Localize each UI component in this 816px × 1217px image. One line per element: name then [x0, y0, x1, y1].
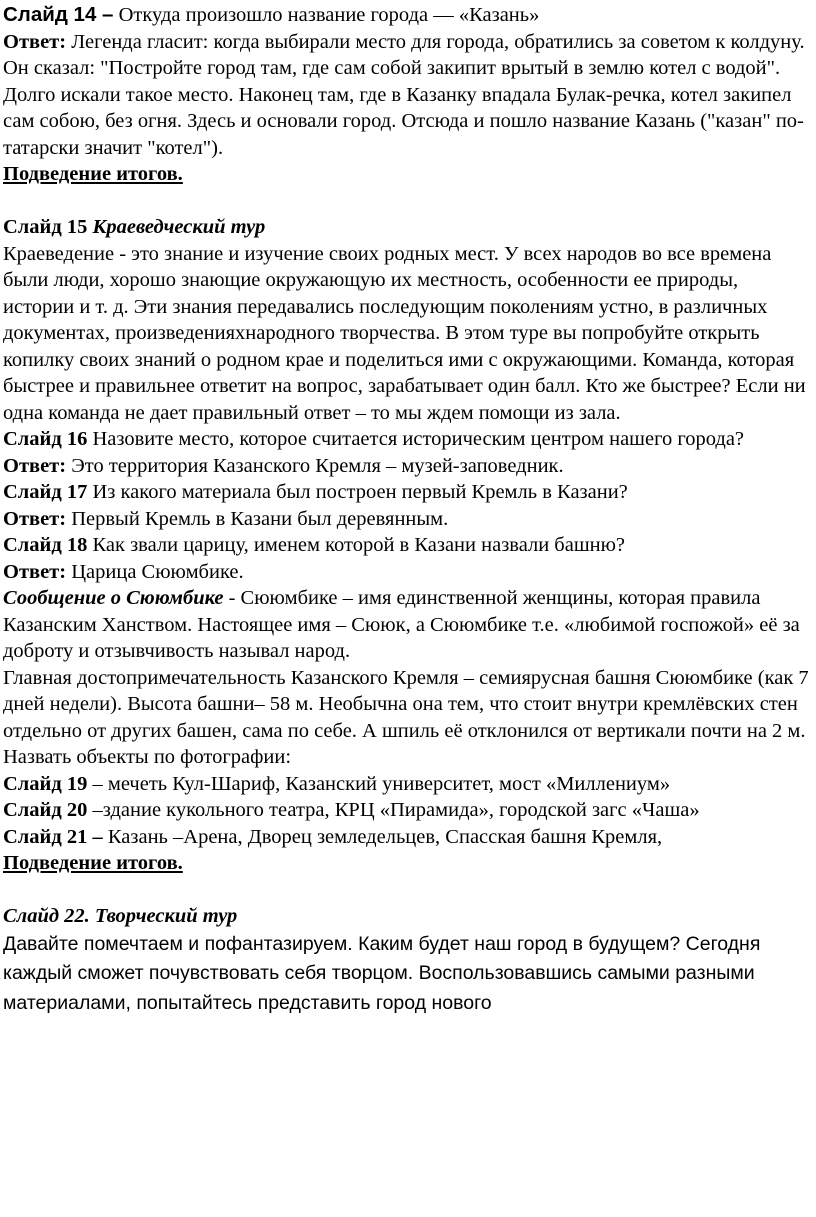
spacer — [3, 188, 812, 215]
slide16-answer-label: Ответ: — [3, 454, 67, 477]
slide15-label: Слайд 15 — [3, 216, 88, 238]
slide18-answer-text: Царица Сююмбике. — [66, 560, 244, 583]
slide15-intro: Краеведение - это знание и изучение своих родных мест. У всех народов во все времена были люди, хорошо знающие окружающую их местность, особенности ее природы, истории и т. д. Эти знания передавались последующим поколениям устно, в различных документах, произведенияхнародного творчества. В этом туре вы попробуйте открыть копилку своих знаний о родном крае и поделиться ими с окружающими. Команда, которая быстрее и правильнее ответит на вопрос, зарабатывает один балл. Кто же быстрее? Если ни одна команда не дает правильный ответ – то мы ждем помощи из зала. — [3, 242, 806, 424]
slide17-answer — [3, 506, 812, 533]
slide16-label: Слайд 16 — [3, 428, 88, 450]
slide18-label: Слайд 18 — [3, 534, 88, 556]
slide14-answer-text: Легенда гласит: когда выбирали место для города, обратились за советом к колдуну. Он сказал: "Постройте город там, где сам собой закипит врытый в землю котел с водой". Долго искали такое место. Наконец там, где в Казанку впадала Булак-речка, котел закипел сам собою, без огня. Здесь и основали город. Отсюда и пошло название Казань ("казан" по-татарски значит "котел"). — [3, 30, 805, 159]
message-text: - Сююмбике – имя единственной женщины, которая правила Казанским Ханством. Настоящее имя – Сююк, а Сююмбике т.е. «любимой госпожой» её за доброту и отзывчивость называл народ. — [3, 587, 800, 662]
slide14-label: Слайд 14 – — [3, 3, 114, 26]
spacer — [3, 877, 812, 904]
slide19-text: – мечеть Кул-Шариф, Казанский университет, мост «Миллениум» — [87, 772, 671, 795]
slide14-answer-label: Ответ: — [3, 30, 67, 53]
slide20-text: –здание кукольного театра, КРЦ «Пирамида», городской загс «Чаша» — [87, 799, 700, 821]
slide14-question-text: Откуда произошло название города — «Казань» — [113, 4, 540, 26]
slide16-answer-text: Это территория Казанского Кремля – музей-заповедник. — [66, 454, 564, 477]
message-paragraph-2: Главная достопримечательность Казанского Кремля – семиярусная башня Сююмбике (как 7 дней недели). Высота башни– 58 м. Необычна она тем, что стоит внутри кремлёвских стен отдельно от других башен, сама по себе. А шпиль её отклонился от вертикали почти на 2 м. — [3, 666, 809, 742]
slide19-line — [3, 771, 812, 798]
slide19-label: Слайд 19 — [3, 772, 88, 795]
summary-heading-2: Подведение итогов. — [3, 852, 183, 874]
slide18-question — [3, 532, 812, 559]
slide17-label: Слайд 17 — [3, 481, 88, 503]
slide20-label: Слайд 20 — [3, 799, 88, 821]
slide14-answer — [3, 29, 812, 162]
slide16-answer — [3, 453, 812, 480]
slide21-label: Слайд 21 – — [3, 825, 103, 848]
slide21-line — [3, 824, 812, 851]
slide15-heading — [3, 214, 812, 241]
slide17-answer-text: Первый Кремль в Казани был деревянным. — [66, 507, 449, 530]
slide15-title: Краеведческий тур — [87, 216, 266, 238]
slide21-text: Казань –Арена, Дворец земледельцев, Спасская башня Кремля, — [102, 825, 663, 848]
photo-task: Назвать объекты по фотографии: — [3, 746, 292, 768]
slide17-answer-label: Ответ: — [3, 507, 67, 530]
slide22-heading: Слайд 22. Творческий тур — [3, 905, 238, 927]
slide22-text: Давайте помечтаем и пофантазируем. Каким будет наш город в будущем? Сегодня каждый сможет почувствовать себя творцом. Воспользовавшись самыми разными материалами, попытайтесь представить город нового — [3, 932, 761, 1014]
slide16-question — [3, 426, 812, 453]
slide14-question — [3, 2, 812, 29]
slide17-question-text: Из какого материала был построен первый Кремль в Казани? — [87, 481, 628, 503]
slide18-question-text: Как звали царицу, именем которой в Казани назвали башню? — [87, 534, 625, 556]
slide20-line — [3, 797, 812, 824]
slide17-question — [3, 479, 812, 506]
message-paragraph — [3, 585, 812, 665]
message-label: Сообщение о Сююмбике — [3, 587, 224, 609]
slide18-answer-label: Ответ: — [3, 560, 67, 583]
slide16-question-text: Назовите место, которое считается историческим центром нашего города? — [87, 428, 745, 450]
slide18-answer — [3, 559, 812, 586]
summary-heading-1: Подведение итогов. — [3, 163, 183, 185]
